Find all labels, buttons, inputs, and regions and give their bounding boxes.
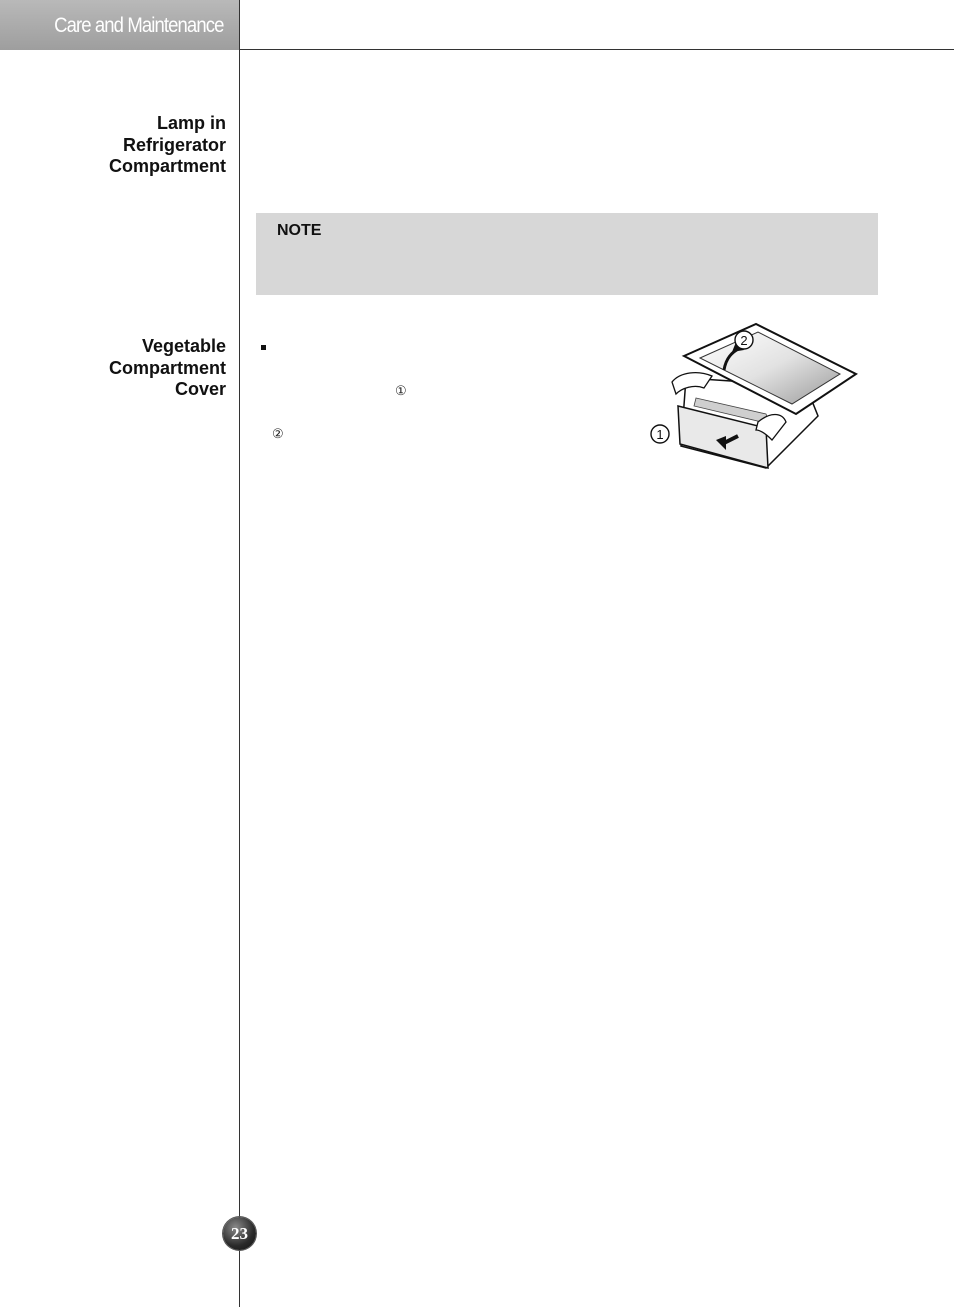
heading-line: Compartment <box>108 357 226 378</box>
heading-line: Cover <box>174 379 226 399</box>
heading-line: Refrigerator <box>122 134 226 155</box>
note-label: NOTE <box>277 222 322 239</box>
vegetable-section-heading <box>6 336 226 401</box>
page-number: 23 <box>223 1217 256 1250</box>
callout-2: 2 <box>740 333 748 348</box>
section-title: Care and Maintenance <box>53 14 223 37</box>
vegetable-drawer-illustration <box>646 318 860 476</box>
callout-1: 1 <box>656 427 664 442</box>
vertical-rule <box>239 0 240 1307</box>
header-rule <box>239 49 954 50</box>
header-tab <box>0 0 239 50</box>
bullet-icon <box>261 345 266 350</box>
lamp-section-heading <box>6 113 226 178</box>
heading-line: Lamp in <box>156 113 226 133</box>
heading-line: Compartment <box>108 156 226 176</box>
step-2-marker: ② <box>272 426 284 441</box>
step-1-marker: ① <box>395 383 407 398</box>
heading-line: Vegetable <box>141 336 226 356</box>
note-box <box>256 213 878 295</box>
